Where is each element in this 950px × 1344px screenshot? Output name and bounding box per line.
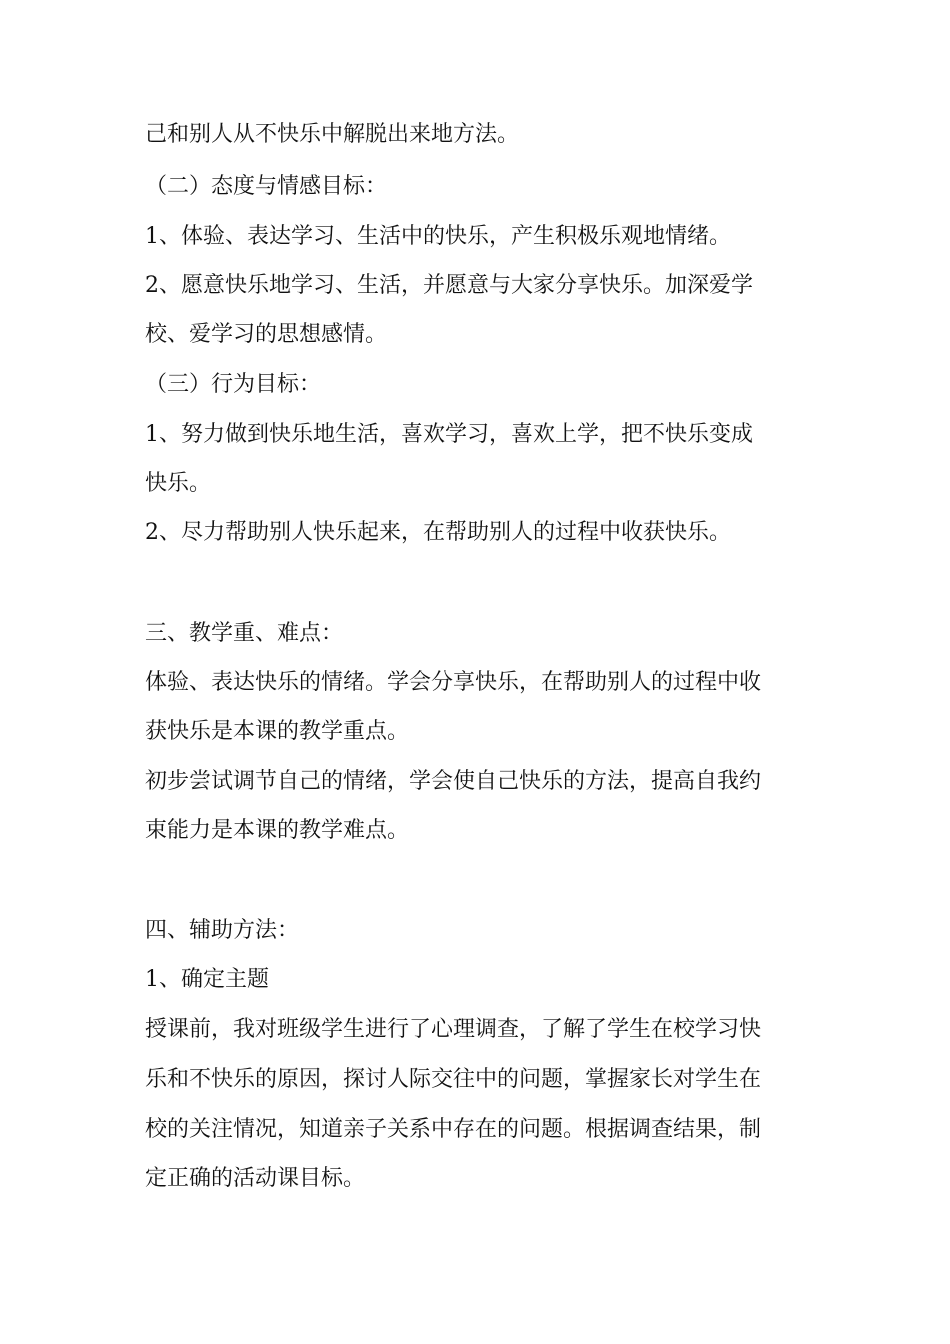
body-text-line: 校的关注情况，知道亲子关系中存在的问题。根据调查结果，制 [145,1117,762,1142]
body-text-line: 体验、表达快乐的情绪。学会分享快乐，在帮助别人的过程中收 [145,670,762,695]
section-subheading: （三）行为目标： [145,372,322,397]
list-item: 1、努力做到快乐地生活，喜欢学习，喜欢上学，把不快乐变成 [145,422,753,447]
list-item: 2、尽力帮助别人快乐起来，在帮助别人的过程中收获快乐。 [145,520,731,545]
list-item: 2、愿意快乐地学习、生活，并愿意与大家分享快乐。加深爱学 [145,273,753,298]
body-text-line: 己和别人从不快乐中解脱出来地方法。 [145,122,520,147]
body-text-line: 授课前，我对班级学生进行了心理调查，了解了学生在校学习快 [145,1017,762,1042]
list-item: 1、体验、表达学习、生活中的快乐，产生积极乐观地情绪。 [145,224,731,249]
section-heading: 三、教学重、难点： [145,621,344,646]
body-text-line: 获快乐是本课的教学重点。 [145,719,410,744]
section-heading: 四、辅助方法： [145,918,300,943]
body-text-line: 快乐。 [145,471,212,496]
section-subheading: （二）态度与情感目标： [145,174,388,199]
body-text-line: 初步尝试调节自己的情绪，学会使自己快乐的方法，提高自我约 [145,769,762,794]
body-text-line: 束能力是本课的教学难点。 [145,818,410,843]
body-text-line: 定正确的活动课目标。 [145,1166,366,1191]
body-text-line: 校、爱学习的思想感情。 [145,322,388,347]
body-text-line: 乐和不快乐的原因，探讨人际交往中的问题，掌握家长对学生在 [145,1067,762,1092]
list-item: 1、确定主题 [145,967,269,992]
